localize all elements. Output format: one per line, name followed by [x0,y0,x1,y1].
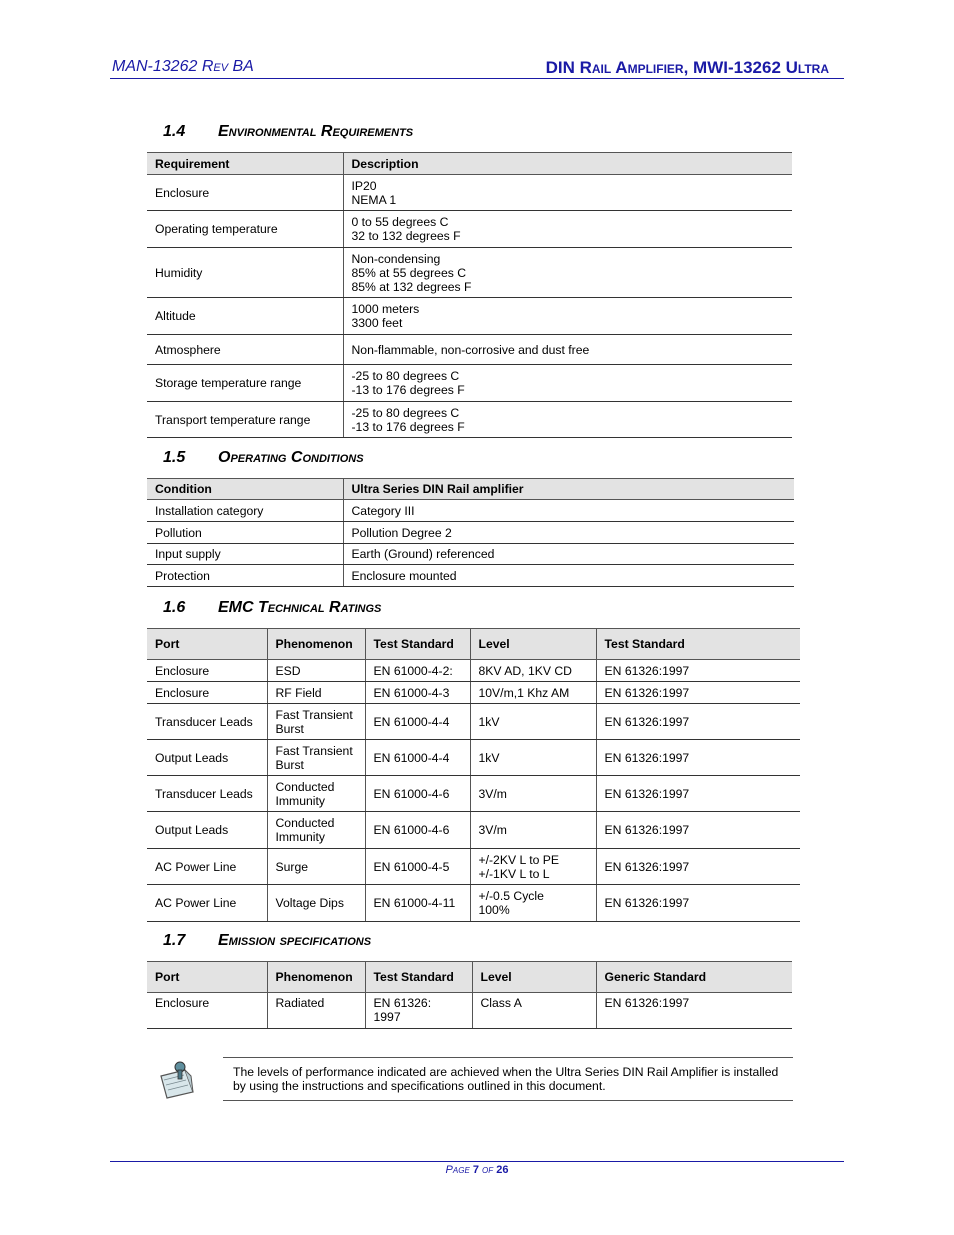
table-cell: 1kV [470,704,596,740]
table-cell: EN 61000-4-6 [365,812,470,849]
table-row [147,740,800,776]
table-cell: Enclosure [147,993,267,1029]
description-cell: -25 to 80 degrees C -13 to 176 degrees F [343,402,792,438]
table-cell: EN 61000-4-6 [365,776,470,812]
environmental-requirements-table [147,152,792,438]
table-cell: Surge [267,849,365,885]
requirement-cell: Enclosure [147,175,343,211]
table-cell: Voltage Dips [267,885,365,922]
description-cell: -25 to 80 degrees C -13 to 176 degrees F [343,365,792,402]
document-number: MAN-13262 Rev BA [112,58,254,75]
column-header: Level [472,962,596,993]
table-row [147,298,792,335]
table-cell: AC Power Line [147,885,267,922]
table-cell: EN 61000-4-4 [365,740,470,776]
table-cell: Transducer Leads [147,776,267,812]
table-row [147,175,792,211]
note-paper-icon [155,1058,199,1100]
table-row [147,849,800,885]
table-row [147,660,800,682]
column-header: Generic Standard [596,962,792,993]
table-cell: 3V/m [470,776,596,812]
footer-rule [110,1161,844,1162]
table-cell: Conducted Immunity [267,776,365,812]
table-cell: EN 61000-4-11 [365,885,470,922]
table-cell: Enclosure mounted [343,565,794,587]
table-cell: EN 61000-4-3 [365,682,470,704]
column-header: Port [147,962,267,993]
requirement-cell: Atmosphere [147,335,343,365]
table-row [147,565,794,587]
table-row [147,776,800,812]
page-total: 26 [496,1164,509,1176]
column-header: Description [343,153,792,175]
section-title: Environmental Requirements [218,123,414,140]
description-cell: Non-condensing 85% at 55 degrees C 85% at 132 degrees F [343,248,792,298]
operating-conditions-table [147,478,794,587]
note-divider-bottom [223,1100,793,1101]
section-title: Operating Conditions [218,449,364,466]
section-number: 1.5 [163,449,186,466]
column-header: Phenomenon [267,629,365,660]
table-cell: Class A [472,993,596,1029]
column-header: Phenomenon [267,962,365,993]
section-number: 1.4 [163,123,186,140]
page-word: Page [445,1164,470,1176]
table-cell: EN 61326:1997 [596,812,800,849]
requirement-cell: Altitude [147,298,343,335]
table-row [147,365,792,402]
note-text: The levels of performance indicated are achieved when the Ultra Series DIN Rail Amplifier is installed by using the instructions and specifications outlined in this document. [233,1065,779,1093]
table-cell: Earth (Ground) referenced [343,544,794,565]
section-number: 1.7 [163,932,186,949]
table-row [147,248,792,298]
table-cell: EN 61326:1997 [596,993,792,1029]
table-row [147,402,792,438]
page-footer [0,1164,954,1176]
table-cell: Conducted Immunity [267,812,365,849]
table-cell: Category III [343,500,794,522]
table-cell: 8KV AD, 1KV CD [470,660,596,682]
description-cell: 0 to 55 degrees C 32 to 132 degrees F [343,211,792,248]
table-cell: Radiated [267,993,365,1029]
table-cell: 3V/m [470,812,596,849]
emc-ratings-table [147,628,800,922]
table-cell: +/-2KV L to PE +/-1KV L to L [470,849,596,885]
table-cell: Input supply [147,544,343,565]
table-row [147,544,794,565]
table-cell: AC Power Line [147,849,267,885]
table-cell: Transducer Leads [147,704,267,740]
table-cell: EN 61326:1997 [596,704,800,740]
requirement-cell: Humidity [147,248,343,298]
section-heading-operating [163,449,364,467]
table-cell: +/-0.5 Cycle 100% [470,885,596,922]
table-cell: Fast Transient Burst [267,740,365,776]
requirement-cell: Operating temperature [147,211,343,248]
document-title: DIN Rail Amplifier, MWI-13262 Ultra [545,58,829,77]
table-row [147,885,800,922]
table-row [147,500,794,522]
column-header: Test Standard [596,629,800,660]
table-cell: Installation category [147,500,343,522]
requirement-cell: Storage temperature range [147,365,343,402]
table-cell: EN 61326:1997 [596,776,800,812]
table-row [147,704,800,740]
table-row [147,812,800,849]
table-cell: ESD [267,660,365,682]
section-number: 1.6 [163,599,186,616]
column-header: Test Standard [365,962,472,993]
column-header: Port [147,629,267,660]
column-header: Test Standard [365,629,470,660]
table-cell: 1kV [470,740,596,776]
section-heading-emc [163,599,381,617]
table-cell: EN 61000-4-4 [365,704,470,740]
emission-specifications-table [147,961,792,1029]
table-row [147,522,794,544]
table-cell: EN 61000-4-2: [365,660,470,682]
table-cell: EN 61326:1997 [596,885,800,922]
table-row [147,335,792,365]
of-word: of [482,1164,494,1176]
table-cell: Pollution [147,522,343,544]
table-cell: EN 61326:1997 [596,660,800,682]
table-cell: Protection [147,565,343,587]
table-cell: EN 61326:1997 [596,740,800,776]
table-row [147,211,792,248]
table-cell: 10V/m,1 Khz AM [470,682,596,704]
description-cell: 1000 meters 3300 feet [343,298,792,335]
table-cell: Output Leads [147,740,267,776]
column-header: Level [470,629,596,660]
section-heading-environmental [163,123,413,141]
note-divider-top [223,1057,793,1058]
description-cell: Non-flammable, non-corrosive and dust free [343,335,792,365]
table-row [147,993,792,1029]
table-row [147,682,800,704]
section-title: Emission specifications [218,932,372,949]
table-cell: Enclosure [147,682,267,704]
table-cell: Output Leads [147,812,267,849]
section-title: EMC Technical Ratings [218,599,382,616]
table-cell: RF Field [267,682,365,704]
table-cell: Fast Transient Burst [267,704,365,740]
description-cell: IP20 NEMA 1 [343,175,792,211]
page-number: 7 [472,1164,479,1176]
table-cell: EN 61326: 1997 [365,993,472,1029]
table-cell: EN 61326:1997 [596,849,800,885]
section-heading-emission [163,932,371,950]
column-header: Condition [147,479,343,500]
page-header [110,58,844,79]
table-cell: EN 61000-4-5 [365,849,470,885]
table-cell: EN 61326:1997 [596,682,800,704]
column-header: Ultra Series DIN Rail amplifier [343,479,794,500]
requirement-cell: Transport temperature range [147,402,343,438]
table-cell: Pollution Degree 2 [343,522,794,544]
column-header: Requirement [147,153,343,175]
table-cell: Enclosure [147,660,267,682]
